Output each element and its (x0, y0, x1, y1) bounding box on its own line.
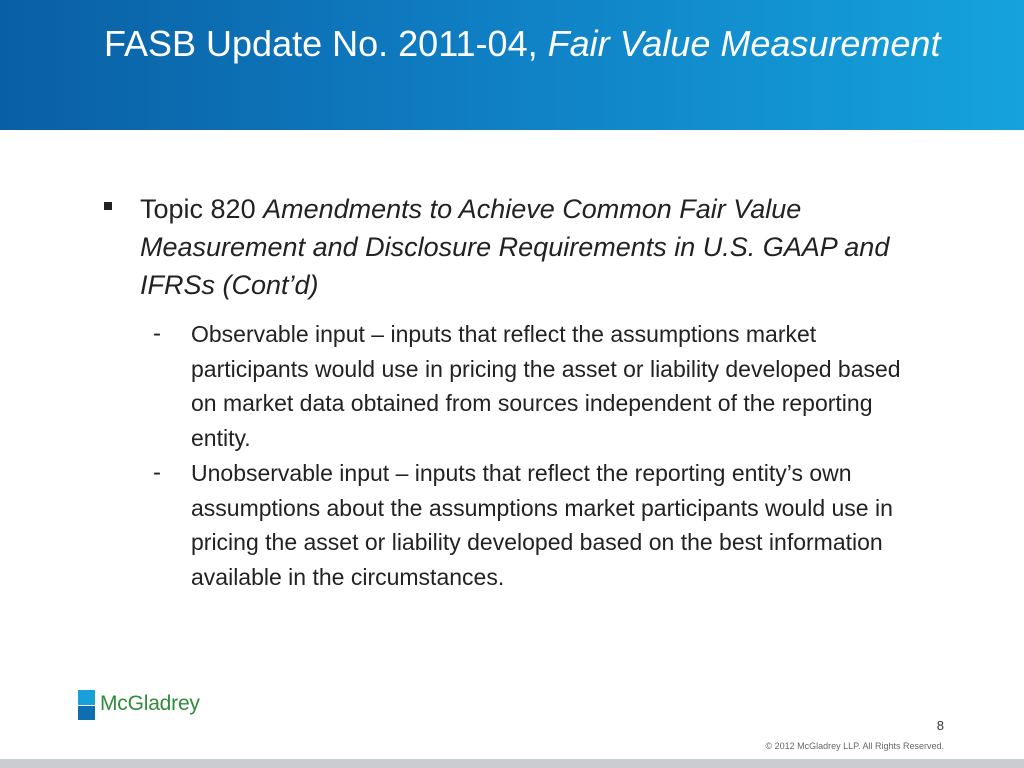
slide-title (104, 22, 984, 66)
title-banner (0, 0, 1024, 130)
bullet-prefix: Topic 820 (140, 194, 264, 224)
bottom-divider-bar (0, 759, 1024, 768)
logo-text: McGladrey (100, 692, 200, 715)
page-number: 8 (936, 718, 944, 733)
copyright-notice: © 2012 McGladrey LLP. All Rights Reserved. (765, 741, 944, 751)
dash-bullet-icon: - (153, 459, 161, 486)
dash-bullet-icon: - (153, 320, 161, 347)
subbullet-unobservable-input: Unobservable input – inputs that reflect the reporting entity’s own assumptions about the assumptions market participants would use in pricing the asset or liability developed based on the best information available in the circumstances. (191, 460, 893, 590)
square-bullet-icon (104, 202, 112, 210)
bullet-italic-text: Amendments to Achieve Common Fair Value Measurement and Disclosure Requirements in U.S. GAAP and IFRSs (Cont’d) (140, 194, 890, 300)
slide-title-italic: Fair Value Measurement (547, 23, 941, 64)
logo-mark-icon (78, 690, 95, 720)
bullet-topic-820 (140, 190, 910, 304)
subbullet-observable-input: Observable input – inputs that reflect the assumptions market participants would use in pricing the asset or liability developed based on market data obtained from sources independent of the reporting entity. (191, 321, 901, 451)
slide-title-plain: FASB Update No. 2011-04, (104, 23, 548, 64)
